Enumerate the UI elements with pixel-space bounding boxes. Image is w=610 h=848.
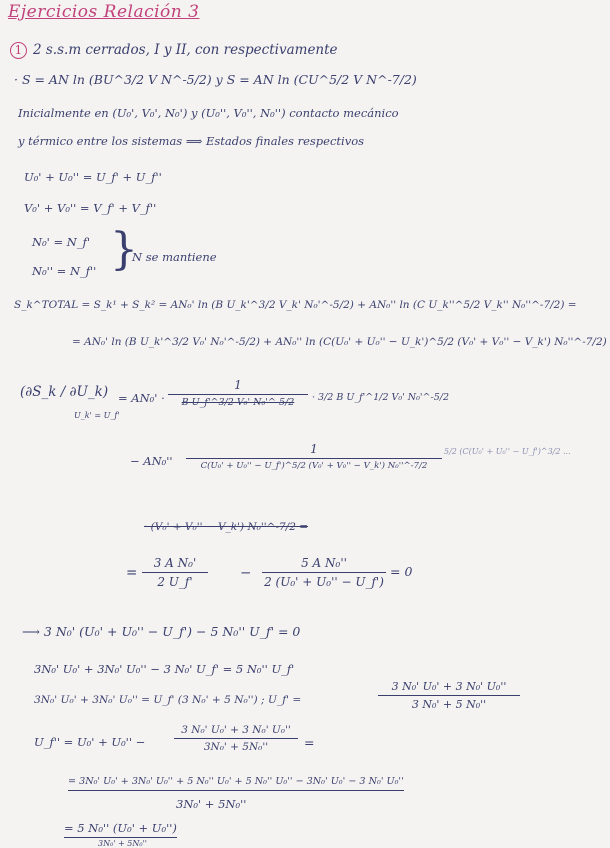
total-entropy-line-2: = AN₀' ln (B U_k'^3/2 V₀' N₀'^-5/2) + AN₀'' ln (C(U₀' + U₀'' − U_k')^5/2 (V₀' + V₀'' − V_k') N₀''^-7/2) bbox=[72, 336, 607, 348]
derivative-term-2-coef: − AN₀'' bbox=[130, 454, 173, 468]
simplified-equals: = bbox=[126, 565, 138, 581]
uf-second-fraction: 3 N₀' U₀' + 3 N₀' U₀'' 3N₀' + 5N₀'' bbox=[174, 724, 298, 753]
simplified-minus: − bbox=[240, 565, 252, 581]
derivative-term-2-fraction: 1 C(U₀' + U₀'' − U_f')^5/2 (V₀' + V₀'' − V_k') N₀''^-7/2 bbox=[186, 442, 442, 471]
derivative-evaluation: U_k' = U_f' bbox=[74, 411, 120, 420]
brace-symbol: } bbox=[110, 224, 138, 275]
solution-step-5-denominator: 3N₀' + 5N₀'' bbox=[176, 797, 247, 811]
derivative-term-1-fraction: 1 B U_f'^3/2 V₀' N₀'^-5/2 bbox=[168, 378, 308, 408]
particles-system-1: N₀' = N_f' bbox=[32, 235, 91, 249]
solution-step-5: = 3N₀' U₀' + 3N₀' U₀'' + 5 N₀'' U₀' + 5 N₀'' U₀'' − 3N₀' U₀' − 3 N₀' U₀'' bbox=[68, 777, 404, 791]
derivative-lhs: (∂S_k / ∂U_k) bbox=[20, 384, 109, 400]
solution-step-6: = 5 N₀'' (U₀' + U₀'') bbox=[64, 823, 177, 838]
simplified-fraction-2: 5 A N₀'' 2 (U₀' + U₀'' − U_f') bbox=[262, 556, 386, 589]
problem-number: 1 bbox=[10, 42, 27, 59]
solution-step-2: 3N₀' U₀' + 3N₀' U₀'' − 3 N₀' U_f' = 5 N₀'' U_f' bbox=[34, 662, 295, 676]
energy-conservation: U₀' + U₀'' = U_f' + U_f'' bbox=[24, 170, 162, 184]
particles-note: N se mantiene bbox=[132, 250, 217, 264]
solution-step-3: 3N₀' U₀' + 3N₀' U₀'' = U_f' (3 N₀' + 5 N₀'') ; U_f' = bbox=[34, 694, 302, 706]
particles-system-2: N₀'' = N_f'' bbox=[32, 264, 97, 278]
derivative-term-2-continuation: · (V₀' + V₀'' − V_k') N₀''^-7/2 = bbox=[144, 521, 309, 533]
derivative-term-1-coef: = AN₀' · bbox=[118, 391, 165, 405]
initial-states-line: Inicialmente en (U₀', V₀', N₀') y (U₀'', V₀'', N₀'') contacto mecánico bbox=[18, 106, 399, 120]
entropy-equations: · S = AN ln (BU^3/2 V N^-5/2) y S = AN ln (CU^5/2 V N^-7/2) bbox=[14, 72, 417, 87]
contact-line: y térmico entre los sistemas ⟹ Estados finales respectivos bbox=[18, 134, 365, 148]
simplified-fraction-1: 3 A N₀' 2 U_f' bbox=[142, 556, 208, 589]
solution-step-6-denominator: 3N₀' + 5N₀'' bbox=[98, 839, 147, 848]
solution-step-1: ⟶ 3 N₀' (U₀' + U₀'' − U_f') − 5 N₀'' U_f' = 0 bbox=[22, 624, 301, 639]
simplified-rhs: = 0 bbox=[390, 564, 413, 579]
solution-step-4-equals: = bbox=[304, 735, 315, 750]
solution-step-4: U_f'' = U₀' + U₀'' − bbox=[34, 735, 146, 749]
derivative-term-2-tail: 5/2 (C(U₀' + U₀'' − U_f')^3/2 ... bbox=[444, 447, 571, 456]
problem-statement: 1 2 s.s.m cerrados, I y II, con respectivamente bbox=[10, 42, 338, 59]
page-title: Ejercicios Relación 3 bbox=[8, 2, 200, 22]
total-entropy-line-1: S_k^TOTAL = S_k¹ + S_k² = AN₀' ln (B U_k'^3/2 V_k' N₀'^-5/2) + AN₀'' ln (C U_k''^5/2 V_k'' N₀''^-7/2) = bbox=[14, 299, 577, 311]
uf-prime-fraction: 3 N₀' U₀' + 3 N₀' U₀'' 3 N₀' + 5 N₀'' bbox=[378, 680, 520, 711]
derivative-term-1-tail: · 3/2 B U_f'^1/2 V₀' N₀'^-5/2 bbox=[312, 392, 449, 403]
volume-conservation: V₀' + V₀'' = V_f' + V_f'' bbox=[24, 201, 157, 215]
